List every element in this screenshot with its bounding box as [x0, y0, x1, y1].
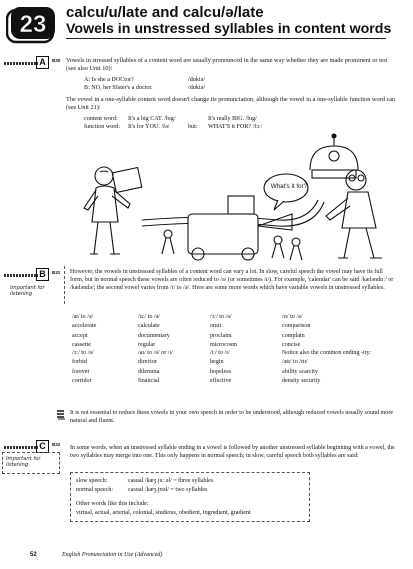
- book-title: English Pronunciation in Use (Advanced): [62, 552, 163, 558]
- slow-speech-label: slow speech:: [76, 478, 108, 484]
- table-header-cell: /ɔː/ to /ə/: [72, 350, 94, 356]
- section-b-para: However, the vowels in unstressed syllables of a content word can vary a lot. In slow, careful speech the vowel may have its full form, but in normal speech these vowels are often reduced to /ə/ (or sometimes /ɪ/). For example, 'calendar' can be said /kæləndɑː/ or /kæləndə/; the second vowel varies from /ɪ/ to /ə/. Here are some more words which have variable vowels in unstressed syllables.: [70, 269, 394, 291]
- title-rule: [66, 38, 386, 39]
- example-2-ipa: /dɒktə/: [188, 85, 206, 91]
- example-2-text: B: NO, her SIster's a doctor.: [84, 85, 153, 91]
- table-cell: documentary: [138, 332, 170, 339]
- table-cell: ability scarcity: [282, 368, 319, 375]
- section-c-bar: [4, 446, 38, 449]
- section-b-marker: [4, 268, 50, 282]
- table-row: [72, 333, 316, 340]
- other-words-label: Other words like this include:: [76, 501, 149, 507]
- function-word-label: function word:: [84, 124, 121, 130]
- table-cell: comparison: [282, 323, 311, 330]
- table-cell: effective: [210, 378, 232, 385]
- table-cell: calculate: [138, 323, 160, 330]
- normal-speech-value: casual /kæʒ.jʊəl/ = two syllables: [128, 487, 208, 493]
- table-cell: hopeless: [210, 368, 231, 375]
- table-header-row: [72, 314, 316, 321]
- table-cell: omit: [210, 323, 222, 330]
- function-word-but: but:: [188, 124, 198, 130]
- table-cell: density security: [282, 378, 321, 385]
- table-cell: regular: [138, 342, 156, 349]
- table-cell: begin: [210, 359, 224, 366]
- section-b-bar: [4, 274, 38, 277]
- section-b-listening-note: Important for listening: [10, 285, 45, 297]
- section-a-intro: Vowels in stressed syllables of a content word are usually pronounced in the same way whether they are made prominent or not (see also Unit 10):: [66, 57, 388, 73]
- table-cell: director: [138, 359, 157, 366]
- section-c-letter: C: [36, 440, 49, 453]
- table-header-cell: /ɒ/ to /ə/: [282, 314, 303, 320]
- vowel-table-1: [70, 312, 318, 352]
- table-cell: financial: [138, 378, 160, 385]
- section-a-para2: The vowel in a one-syllable content word doesn't change its pronunciation, although the vowel in a one-syllable function word can (see Unit 21):: [66, 96, 396, 112]
- table-cell: cassette: [72, 342, 91, 349]
- table-header-cell: /aɪ/ to /ə/ or /ɪ/: [138, 350, 173, 356]
- content-word-example-1: It's a big CAT. /bɪg/: [128, 116, 176, 122]
- content-word-example-2: It's really BIG. /bɪg/: [208, 116, 257, 122]
- cartoon-illustration: [78, 130, 398, 264]
- section-b-after-note: It is not essential to reduce these vowels in your own speech in order to be understood, although reduced vowels usually sound more natural and fluent.: [70, 410, 394, 424]
- left-man-head: [95, 167, 113, 185]
- table-cell: dilemma: [138, 368, 160, 375]
- example-1-text: A: Is she a DOCtor?: [84, 77, 134, 83]
- content-word-label: content word:: [84, 116, 118, 122]
- table-cell: forbid: [72, 359, 87, 366]
- table-row: [72, 323, 316, 330]
- section-a-track: B30: [52, 58, 61, 63]
- unit-number: 23: [19, 11, 47, 38]
- table-cell: concise: [282, 342, 301, 349]
- table-cell: complain: [282, 332, 305, 339]
- table-cell: forever: [72, 368, 90, 375]
- table-cell: proclaim: [210, 332, 232, 339]
- section-c-track: B32: [52, 442, 61, 447]
- speech-bubble-text: What's it for?: [270, 183, 308, 190]
- example-1-ipa: /dɒktə/: [188, 77, 206, 83]
- table-header-cell: /ɔː/ to /ə/: [210, 314, 232, 320]
- unit-title-line2: Vowels in unstressed syllables in content words: [66, 21, 392, 37]
- section-b-letter: B: [36, 268, 49, 281]
- function-word-example-1: It's for YOU. /fə/: [128, 124, 170, 130]
- table-cell: accelerate: [72, 323, 97, 330]
- section-a-marker: [4, 56, 50, 70]
- table-header-row: [72, 350, 377, 357]
- unit-title-line1: calcu/u/late and calcu/ə/late: [66, 4, 264, 21]
- pen-note-icon: [56, 409, 66, 421]
- table-header-cell: /iː/ to /ɪ/: [210, 350, 230, 356]
- other-words-list: virtual, actual, arterial, colonial, studious, obedient, ingredient, gradient: [76, 510, 251, 516]
- normal-speech-label: normal speech:: [76, 487, 114, 493]
- section-b-note-line: [64, 266, 66, 304]
- section-c-listening-note: Important for listening: [6, 456, 41, 468]
- unit-number-badge: [6, 6, 56, 44]
- table-header-cell: /æ/ to /ə/: [72, 314, 94, 320]
- table-cell: corridor: [72, 378, 92, 385]
- section-c-para: In some words, when an unstressed syllable ending in a vowel is followed by another unstressed syllable beginning with a vowel, the two syllables may merge into one. This only happens in normal speech; in slow, careful speech both syllables are said:: [70, 445, 395, 459]
- section-a-bar: [4, 62, 38, 65]
- table-header-cell: /uː/ to /ə/: [138, 314, 161, 320]
- table-cell: accept: [72, 332, 88, 339]
- slow-speech-value: casual /kæʒ.juː.əl/ = three syllables: [128, 478, 214, 484]
- section-b-track: B31: [52, 270, 61, 275]
- table-header-cell: Notice also the common ending -ity:: [282, 350, 372, 356]
- vowel-table-2: [70, 348, 379, 388]
- page-number: 52: [30, 552, 37, 558]
- section-a-letter: A: [36, 56, 49, 69]
- table-row: [72, 359, 377, 366]
- table-row: [72, 378, 377, 385]
- function-word-example-2: WHAT'S it FOR? /fɔː/: [208, 124, 263, 130]
- table-cell: microcosm: [210, 342, 238, 349]
- table-row: [72, 369, 377, 376]
- table-cell: /ətɪ/ to /ɪtɪ/: [282, 359, 308, 366]
- unit-badge-graphic: [6, 6, 56, 44]
